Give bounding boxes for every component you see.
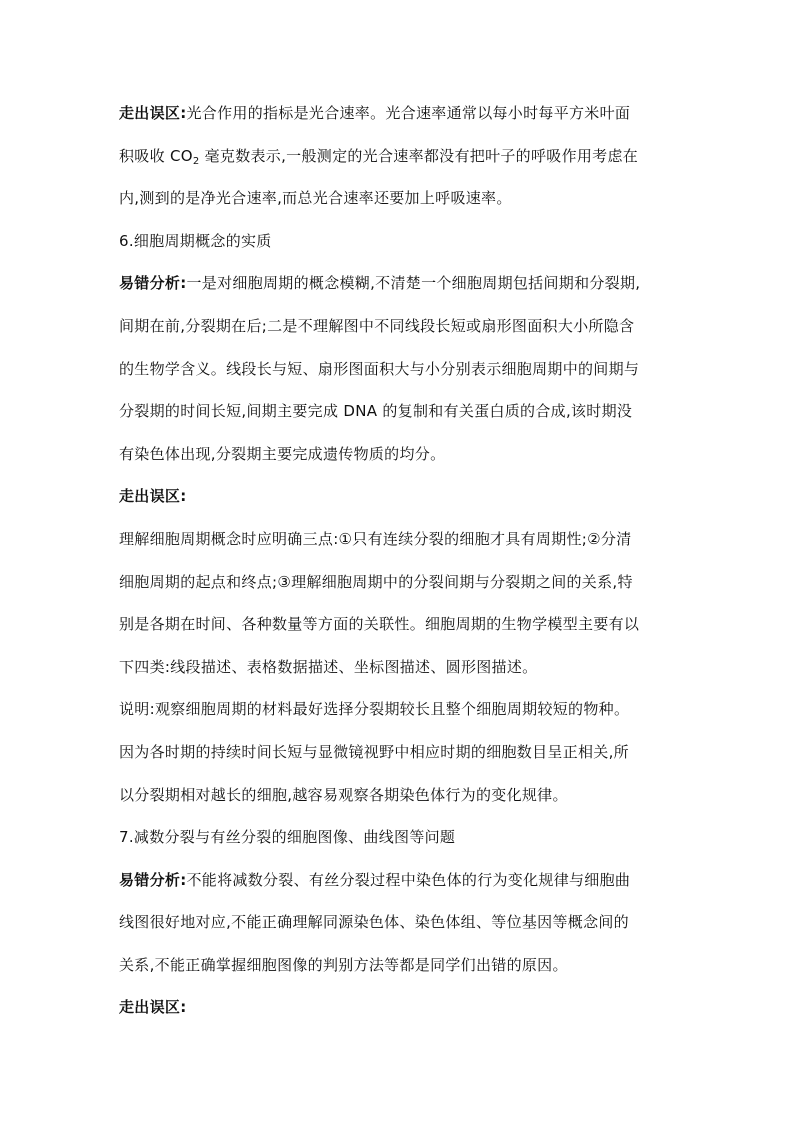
paragraph-photosynthesis-line-1 xyxy=(119,103,679,123)
heading-7: 7.减数分裂与有丝分裂的细胞图像、曲线图等问题 xyxy=(119,828,456,847)
paragraph-cell-cycle-understanding-line-4: 下四类:线段描述、表格数据描述、坐标图描述、圆形图描述。 xyxy=(119,657,538,676)
paragraph-meiosis-error-line-3: 关系,不能正确掌握细胞图像的判别方法等都是同学们出错的原因。 xyxy=(119,955,568,974)
section-label: 易错分析: xyxy=(119,870,187,889)
paragraph-photosynthesis-line-3: 内,测到的是净光合速率,而总光合速率还要加上呼吸速率。 xyxy=(119,189,512,208)
section-label: 走出误区: xyxy=(119,998,187,1017)
paragraph-text: 一是对细胞周期的概念模糊,不清楚一个细胞周期包括间期和分裂期, xyxy=(186,274,641,293)
heading-6: 6.细胞周期概念的实质 xyxy=(119,231,272,250)
paragraph-text: 毫克数表示,一般测定的光合速率都没有把叶子的呼吸作用考虑在 xyxy=(199,146,639,165)
paragraph-note-line-3: 以分裂期相对越长的细胞,越容易观察各期染色体行为的变化规律。 xyxy=(119,785,568,804)
paragraph-text: 积吸收 CO xyxy=(119,146,193,165)
paragraph-cell-cycle-error-line-5: 有染色体出现,分裂期主要完成遗传物质的均分。 xyxy=(119,444,446,463)
section-label: 走出误区: xyxy=(119,104,187,122)
section-label: 易错分析: xyxy=(119,274,187,293)
paragraph-photosynthesis-line-2 xyxy=(119,146,679,166)
paragraph-text: 光合作用的指标是光合速率。光合速率通常以每小时每平方米叶面 xyxy=(186,104,631,122)
paragraph-cell-cycle-error-line-4: 分裂期的时间长短,间期主要完成 DNA 的复制和有关蛋白质的合成,该时期没 xyxy=(119,402,633,421)
paragraph-cell-cycle-understanding-line-2: 细胞周期的起点和终点;③理解细胞周期中的分裂间期与分裂期之间的关系,特 xyxy=(119,572,633,591)
document-page xyxy=(119,103,679,1040)
paragraph-meiosis-error-line-2: 线图很好地对应,不能正确理解同源染色体、染色体组、等位基因等概念间的 xyxy=(119,913,629,932)
subscript-text: 2 xyxy=(192,155,200,167)
paragraph-cell-cycle-error-line-1 xyxy=(119,273,679,293)
section-label: 走出误区: xyxy=(119,487,187,506)
paragraph-note-line-1: 说明:观察细胞周期的材料最好选择分裂期较长且整个细胞周期较短的物种。 xyxy=(119,700,630,719)
paragraph-cell-cycle-understanding-line-3: 别是各期在时间、各种数量等方面的关联性。细胞周期的生物学模型主要有以 xyxy=(119,615,640,634)
paragraph-cell-cycle-understanding-line-1: 理解细胞周期概念时应明确三点:①只有连续分裂的细胞才具有周期性;②分清 xyxy=(119,529,632,548)
paragraph-meiosis-error-line-1 xyxy=(119,870,679,890)
paragraph-note-line-2: 因为各时期的持续时间长短与显微镜视野中相应时期的细胞数目呈正相关,所 xyxy=(119,742,629,761)
paragraph-cell-cycle-error-line-2: 间期在前,分裂期在后;二是不理解图中不同线段长短或扇形图面积大小所隐含 xyxy=(119,316,635,335)
paragraph-text: 不能将减数分裂、有丝分裂过程中染色体的行为变化规律与细胞曲 xyxy=(186,870,631,889)
paragraph-cell-cycle-error-line-3: 的生物学含义。线段长与短、扇形图面积大与小分别表示细胞周期中的间期与 xyxy=(119,359,640,378)
